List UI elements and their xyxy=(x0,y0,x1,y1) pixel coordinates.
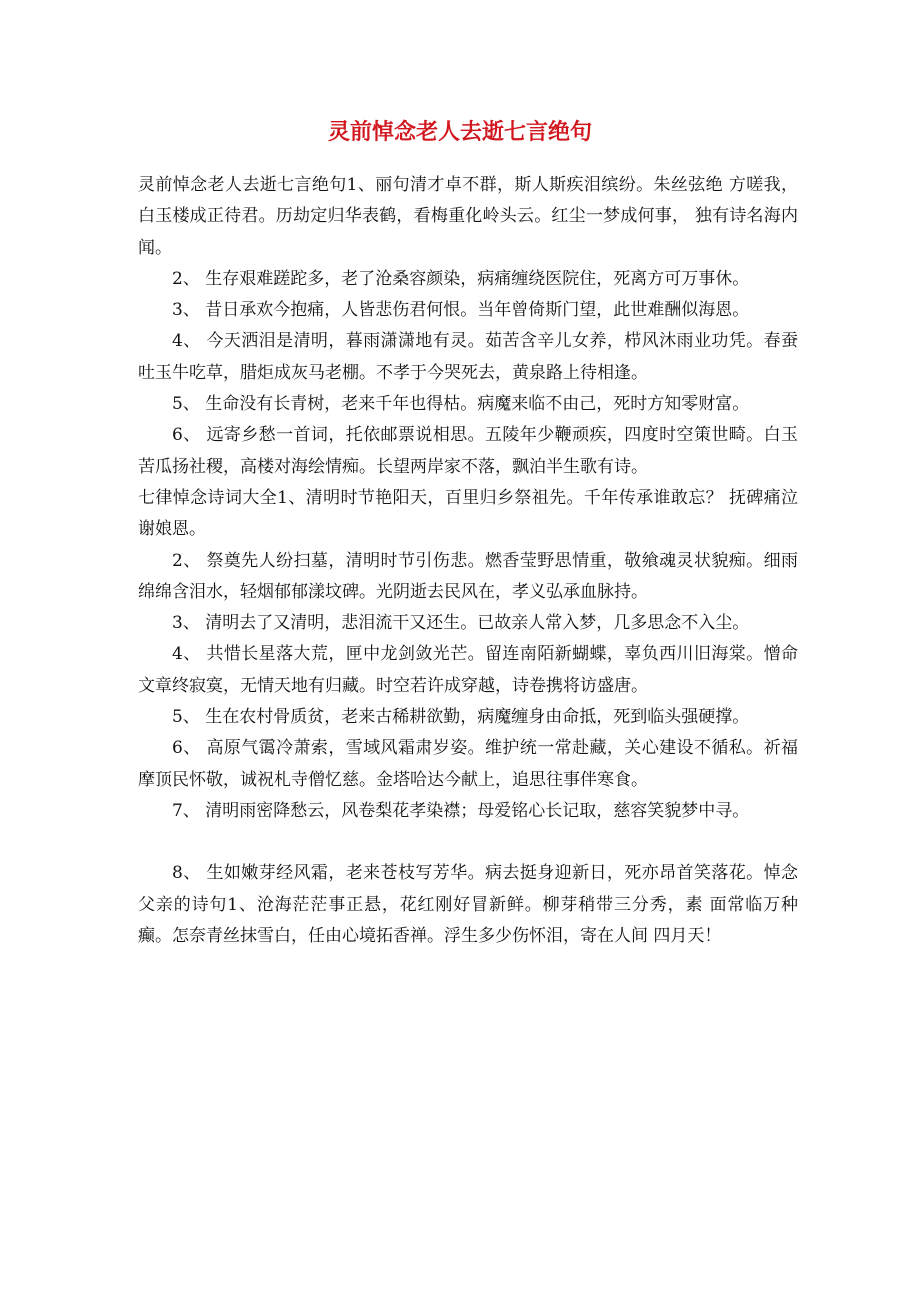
paragraph-qilv-5: 5、 生在农村骨质贫，老来古稀耕欲勤，病魔缠身由命抵，死到临头强硬撑。 xyxy=(172,707,750,728)
paragraph-qilv-4: 4、 共惜长星落大荒，匣中龙剑敛光芒。留连南陌新蝴蝶，辜负西川旧海棠。憎命文章终寂寞，无情天地有归藏。时空若许成穿越，诗卷携将访盛唐。 xyxy=(138,644,798,696)
paragraph-spacer xyxy=(138,827,798,858)
paragraph-poem-3: 3、 昔日承欢今抱痛，人皆悲伤君何恨。当年曾倚斯门望，此世难酬似海恩。 xyxy=(172,300,750,321)
paragraph-poem-2: 2、 生存艰难蹉跎多，老了沧桑容颜染，病痛缠绕医院住，死离方可万事休。 xyxy=(172,268,750,289)
paragraph-poem-5: 5、 生命没有长青树，老来千年也得枯。病魔来临不由己，死时方知零财富。 xyxy=(172,394,750,415)
document-body xyxy=(138,170,798,952)
paragraph-poem-4: 4、 今天洒泪是清明，暮雨潇潇地有灵。茹苦含辛儿女养，栉风沐雨业功凭。春蚕吐玉牛吃草，腊炬成灰马老棚。不孝于今哭死去，黄泉路上待相逢。 xyxy=(138,331,798,383)
paragraph-qilv-6: 6、 高原气霭冷萧索，雪域风霜肃岁姿。维护统一常赴藏，关心建设不循私。祈福摩顶民怀敬，诚祝札寺僧忆慈。金塔哈达今献上，追思往事伴寒食。 xyxy=(138,738,798,790)
paragraph-intro-poem: 灵前悼念老人去逝七言绝句1、丽句清才卓不群，斯人斯疾泪缤纷。朱丝弦绝 方嗟我，白玉楼成正待君。历劫定归华表鹤，看梅重化岭头云。红尘一梦成何事， 独有诗名海内闻。 xyxy=(138,175,798,258)
paragraph-poem-6: 6、 远寄乡愁一首词，托依邮票说相思。五陵年少鞭顽疾，四度时空策世畸。白玉苦瓜扬社稷，高楼对海绘情痴。长望两岸家不落，飘泊半生歌有诗。 xyxy=(138,425,798,477)
paragraph-qilv-2: 2、 祭奠先人纷扫墓，清明时节引伤悲。燃香莹野思情重，敬飨魂灵状貌痴。细雨绵绵含泪水，轻烟郁郁漾坟碑。光阴逝去民风在，孝义弘承血脉持。 xyxy=(138,550,798,602)
paragraph-qilv-section-1: 七律悼念诗词大全1、清明时节艳阳天，百里归乡祭祖先。千年传承谁敢忘？ 抚碑痛泣谢娘恩。 xyxy=(138,487,798,540)
paragraph-qilv-7: 7、 清明雨密降愁云，风卷梨花孝染襟；母爱铭心长记取，慈容笑貌梦中寻。 xyxy=(172,800,750,821)
paragraph-qilv-3: 3、 清明去了又清明，悲泪流干又还生。已故亲人常入梦，几多思念不入尘。 xyxy=(172,613,750,634)
document-title: 灵前悼念老人去逝七言绝句 xyxy=(327,119,592,145)
paragraph-qilv-8-and-father: 8、 生如嫩芽经风霜，老来苍枝写芳华。病去挺身迎新日，死亦昂首笑落花。悼念父亲的诗句1、沧海茫茫事正悬，花红刚好冒新鲜。柳芽稍带三分秀，素 面常临万种癫。怎奈青丝抹雪白，任由心境拓香禅。浮生多少伤怀泪，寄在人间 四月天！ xyxy=(138,863,798,946)
